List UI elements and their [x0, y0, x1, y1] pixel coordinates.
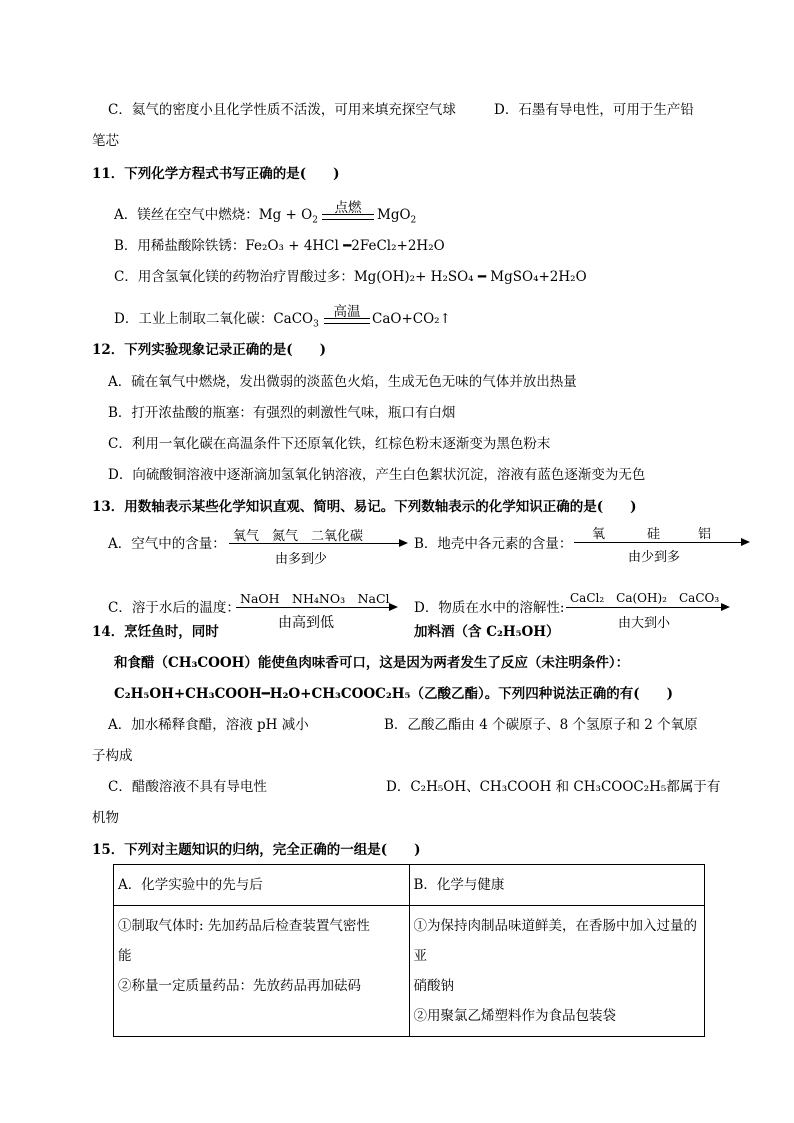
q12-option-b: B．打开浓盐酸的瓶塞：有强烈的刺激性气味，瓶口有白烟: [108, 405, 456, 421]
q11-option-a-product: [377, 206, 416, 230]
q14-option-d-cont: 机物: [92, 810, 119, 826]
q13-option-b-item-oxygen: 氧: [592, 527, 606, 542]
q11-stem: 11．下列化学方程式书写正确的是( ): [92, 166, 340, 182]
q13-option-d-items: CaCl₂ Ca(OH)₂ CaCO₃: [570, 591, 720, 605]
q10-option-c: C．氦气的密度小且化学性质不活泼，可用来填充探空气球: [108, 102, 456, 118]
q13-option-b-item-aluminum: 铝: [698, 527, 712, 542]
q13-option-b-item-silicon: 硅: [647, 527, 661, 542]
q13-option-b-label: B．地壳中各元素的含量：: [414, 536, 573, 552]
q13-option-a-items: 氧气 氮气 二氧化碳: [233, 529, 364, 544]
q12-stem: 12．下列实验现象记录正确的是( ): [92, 342, 327, 358]
q13-option-a-direction: 由多到少: [275, 552, 328, 567]
q13-option-c-direction: 由高到低: [278, 615, 334, 631]
q11-option-d-product: CaO+CO₂↑: [372, 311, 451, 327]
q10-option-d: D．石墨有导电性，可用于生产铅: [494, 102, 694, 118]
q13-option-d-arrow-icon: [721, 603, 730, 611]
table-cell-b-item2: ②用聚氯乙烯塑料作为食品包装袋: [413, 1008, 616, 1024]
q14-stem-equation: C₂H₅OH+CH₃COOH━H₂O+CH₃COOC₂H₅（乙酸乙酯）。下列四种说法正确的有( ): [114, 686, 673, 702]
q11-option-a-equals: [322, 214, 374, 220]
table-cell-b-item1: ①为保持肉制品味道鲜美，在香肠中加入过量的亚: [413, 918, 697, 964]
q15-table: [113, 864, 705, 1037]
q14-option-b: B．乙酸乙酯由 4 个碳原子、8 个氢原子和 2 个氧原: [384, 717, 698, 733]
q13-option-c-label: C．溶于水后的温度：: [108, 600, 240, 616]
q13-option-d-label: D．物质在水中的溶解性:: [414, 600, 565, 616]
q11-option-a-sub: 2: [312, 215, 318, 226]
q11-option-a-condition: 点燃: [334, 200, 362, 216]
q11-option-d-sub: 3: [313, 319, 319, 330]
q14-option-a: A．加水稀释食醋，溶液 pH 减小: [108, 717, 309, 733]
q11-option-a: [114, 206, 318, 230]
q13-option-b-axis: [574, 542, 742, 543]
q13-option-d-direction: 由大到小: [618, 616, 671, 631]
q12-option-d: D．向硫酸铜溶液中逐渐滴加氢氧化钠溶液，产生白色絮状沉淀，溶液有蓝色逐渐变为无色: [108, 467, 646, 483]
q14-stem-vinegar: 和食醋（CH₃COOH）能使鱼肉味香可口，这是因为两者发生了反应（未注明条件）：: [114, 655, 630, 671]
table-header-a-text: A．化学实验中的先与后: [118, 877, 263, 893]
table-row: [114, 865, 705, 906]
q13-option-a-label: A．空气中的含量：: [108, 536, 226, 552]
q11-option-d-condition: 高温: [333, 304, 361, 320]
q14-stem-start: 14．烹饪鱼时，同时: [92, 624, 219, 640]
q14-option-b-cont: 子构成: [92, 748, 133, 764]
q13-stem: 13．用数轴表示某些化学知识直观、简明、易记。下列数轴表示的化学知识正确的是( ): [92, 499, 637, 515]
q14-option-d: D．C₂H₅OH、CH₃COOH 和 CH₃COOC₂H₅都属于有: [386, 779, 721, 795]
q11-option-c: C．用含氢氧化镁的药物治疗胃酸过多：Mg(OH)₂+ H₂SO₄ ━ MgSO₄+2H₂O: [114, 269, 587, 285]
q13-option-b-arrow-icon: [741, 538, 750, 546]
q13-option-b-direction: 由少到多: [628, 550, 681, 565]
q11-option-a-product-sub: 2: [410, 215, 417, 226]
q13-option-a-arrow-icon: [399, 539, 408, 547]
q11-option-d: [114, 310, 319, 334]
table-cell-b-item1-cont: 硝酸钠: [413, 978, 454, 994]
q13-option-c-axis: [236, 607, 390, 608]
q13-option-a-axis: [229, 543, 399, 544]
table-header-a: [114, 865, 410, 906]
table-cell-a: [114, 906, 410, 1037]
q13-option-d-axis: [566, 607, 722, 608]
q12-option-a: A．硫在氧气中燃烧，发出微弱的淡蓝色火焰，生成无色无味的气体并放出热量: [108, 374, 577, 390]
table-header-b-text: B．化学与健康: [413, 877, 505, 893]
q11-option-a-text: A．镁丝在空气中燃烧：Mg + O: [114, 207, 313, 223]
table-cell-a-item1-cont: 能: [118, 948, 132, 964]
table-row: [114, 906, 705, 1037]
q12-option-c: C．利用一氧化碳在高温条件下还原氧化铁，红棕色粉末逐渐变为黑色粉末: [108, 436, 551, 452]
q11-option-d-text: D．工业上制取二氧化碳：CaCO: [114, 311, 314, 327]
q11-option-d-equals: [324, 318, 370, 324]
table-cell-b: [409, 906, 705, 1037]
q14-stem-wine: 加料酒（含 C₂H₅OH）: [414, 624, 560, 640]
table-cell-a-item2: ②称量一定质量药品：先放药品再加砝码: [118, 978, 361, 994]
q15-stem: 15．下列对主题知识的归纳，完全正确的一组是( ): [92, 842, 421, 858]
q13-option-c-arrow-icon: [389, 603, 398, 611]
q13-option-c-items: NaOH NH₄NO₃ NaCl: [240, 591, 390, 606]
table-cell-a-item1: ①制取气体时: 先加药品后检查装置气密性: [118, 918, 370, 934]
q14-option-c: C．醋酸溶液不具有导电性: [108, 779, 267, 795]
q11-option-a-product-text: MgO: [377, 207, 411, 223]
table-header-b: [409, 865, 705, 906]
q10-option-d-cont: 笔芯: [92, 133, 119, 149]
q11-option-b: B．用稀盐酸除铁锈：Fe₂O₃ + 4HCl ━2FeCl₂+2H₂O: [114, 238, 445, 254]
